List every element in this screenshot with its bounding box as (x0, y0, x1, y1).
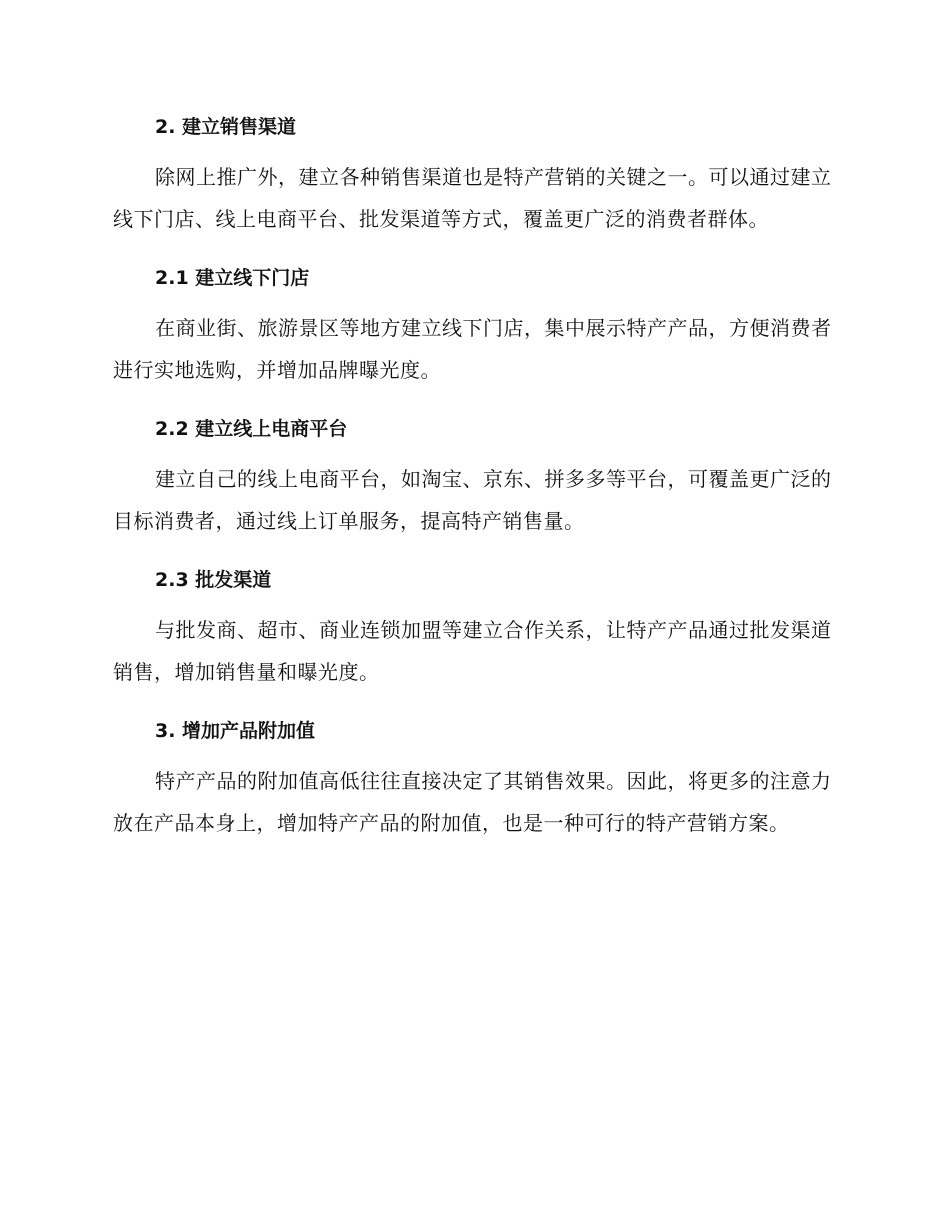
section-heading: 2. 建立销售渠道 (155, 116, 297, 138)
section-added-value (113, 712, 833, 844)
section-heading: 2.1 建立线下门店 (155, 267, 310, 289)
section-heading: 2.2 建立线上电商平台 (155, 418, 348, 440)
section-heading: 2.3 批发渠道 (155, 569, 272, 591)
document-body (113, 108, 833, 863)
section-paragraph: 除网上推广外，建立各种销售渠道也是特产营销的关键之一。可以通过建立线下门店、线上电商平台、批发渠道等方式，覆盖更广泛的消费者群体。 (113, 165, 832, 231)
section-paragraph: 在商业街、旅游景区等地方建立线下门店，集中展示特产产品，方便消费者进行实地选购，并增加品牌曝光度。 (113, 316, 832, 382)
section-paragraph: 建立自己的线上电商平台，如淘宝、京东、拼多多等平台，可覆盖更广泛的目标消费者，通过线上订单服务，提高特产销售量。 (113, 467, 832, 533)
section-heading: 3. 增加产品附加值 (155, 720, 316, 742)
section-sales-channels (113, 108, 833, 240)
section-wholesale (113, 561, 833, 693)
section-paragraph: 特产产品的附加值高低往往直接决定了其销售效果。因此，将更多的注意力放在产品本身上，增加特产产品的附加值，也是一种可行的特产营销方案。 (113, 769, 832, 835)
section-online-ecommerce (113, 410, 833, 542)
section-offline-stores (113, 259, 833, 391)
section-paragraph: 与批发商、超市、商业连锁加盟等建立合作关系，让特产产品通过批发渠道销售，增加销售量和曝光度。 (113, 618, 832, 684)
